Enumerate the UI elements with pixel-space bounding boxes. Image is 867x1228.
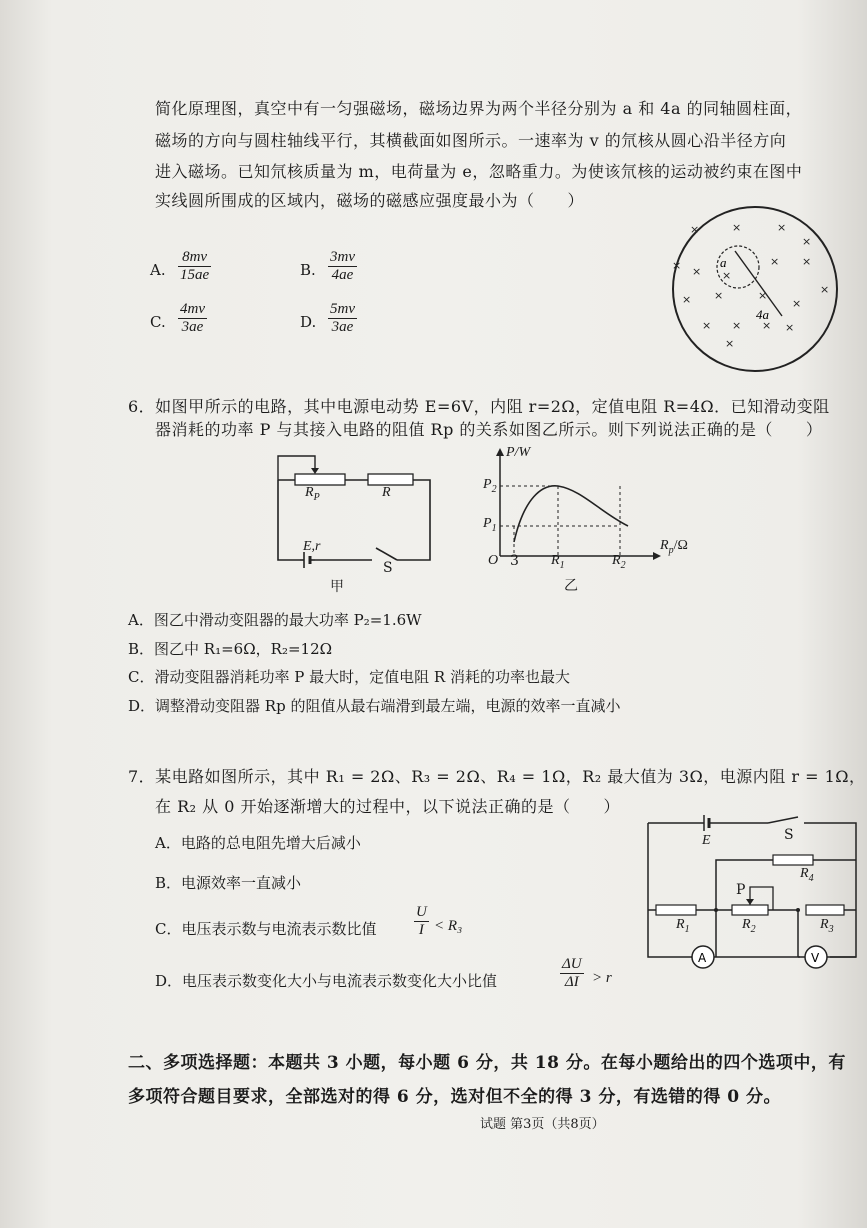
resistor-r xyxy=(368,474,413,485)
q6-line-2: 器消耗的功率 P 与其接入电路的阻值 Rp 的关系如图乙所示。则下列说法正确的是（ ） xyxy=(155,420,823,439)
q7-s-label: S xyxy=(784,827,794,843)
graph-r2-label: $R_2$ xyxy=(612,553,626,571)
circuit-switch-label: S xyxy=(383,560,393,576)
field-x-mark: × xyxy=(785,321,795,334)
q7-r3-label: $R_3$ xyxy=(820,917,834,935)
q5-option-d-fraction xyxy=(328,301,357,336)
outer-radius-label: 4a xyxy=(756,307,769,322)
section2-line-2: 多项符合题目要求，全部选对的得 6 分，选对但不全的得 3 分，有选错的得 0 分。 xyxy=(128,1087,781,1107)
field-x-mark: × xyxy=(732,221,742,234)
q7-e-label: E xyxy=(702,833,711,848)
q7-r2-label: $R_2$ xyxy=(742,917,756,935)
graph-r1-label: $R_1$ xyxy=(551,553,565,571)
q7-option-c-text: C．电压表示数与电流表示数比值 xyxy=(155,920,377,938)
q6-option-b: B．图乙中 R₁=6Ω，R₂=12Ω xyxy=(128,640,333,658)
q7-option-d-fraction xyxy=(560,956,584,991)
rheostat-r2 xyxy=(732,905,768,915)
numerator: 5mv xyxy=(330,301,355,317)
power-curve xyxy=(514,486,628,542)
q6-option-d: D．调整滑动变阻器 Rp 的阻值从最右端滑到最左端，电源的效率一直减小 xyxy=(128,697,621,715)
q5-option-c-letter: C. xyxy=(150,313,166,331)
q7-line-2: 在 R₂ 从 0 开始逐渐增大的过程中，以下说法正确的是（ ） xyxy=(155,797,620,816)
q7-option-c-fraction xyxy=(414,904,429,939)
q5-line-4: 实线圆所围成的区域内，磁场的磁感应强度最小为（ ） xyxy=(155,191,585,210)
field-x-mark: × xyxy=(792,297,802,310)
q7-option-d-tail: > r xyxy=(592,970,612,986)
q5-line-1: 简化原理图，真空中有一匀强磁场，磁场边界为两个半径分别为 a 和 4a 的同轴圆柱面， xyxy=(155,99,803,118)
denominator: 3ae xyxy=(181,319,204,335)
voltmeter-label: V xyxy=(811,951,820,965)
q5-option-a-letter: A. xyxy=(150,261,166,279)
resistor-r4 xyxy=(773,855,813,865)
section2-line-1: 二、多项选择题：本题共 3 小题，每小题 6 分，共 18 分。在每小题给出的四个选项中，有 xyxy=(128,1053,846,1073)
field-x-mark: × xyxy=(777,221,787,234)
denominator: ΔI xyxy=(564,974,579,990)
page-footer: 试题 第3页（共8页） xyxy=(480,1117,605,1132)
graph-p2-label: $P_2$ xyxy=(483,477,497,495)
q6-option-c: C．滑动变阻器消耗功率 P 最大时，定值电阻 R 消耗的功率也最大 xyxy=(128,668,570,686)
field-x-mark: × xyxy=(802,235,812,248)
field-x-mark: × xyxy=(672,259,682,272)
circuit-source-label: E,r xyxy=(303,539,321,554)
q7-p-label: P xyxy=(736,882,746,898)
q7-r1-label: $R_1$ xyxy=(676,917,690,935)
y-axis-arrow xyxy=(496,448,504,456)
denominator: 3ae xyxy=(331,319,354,335)
q7-option-d-text: D．电压表示数变化大小与电流表示数变化大小比值 xyxy=(155,972,498,990)
q7-circuit-figure xyxy=(648,815,858,970)
q6-option-a: A．图乙中滑动变阻器的最大功率 P₂=1.6W xyxy=(128,611,422,629)
field-x-mark: × xyxy=(722,269,732,282)
graph-caption: 乙 xyxy=(564,578,578,594)
denominator: 15ae xyxy=(180,267,210,283)
q7-r4-label: $R_4$ xyxy=(800,866,814,884)
numerator: ΔU xyxy=(562,956,582,972)
q5-option-b-fraction xyxy=(328,249,357,284)
graph-y-label: P/W xyxy=(506,445,531,460)
q6-power-graph xyxy=(490,450,660,570)
circuit-r-label: R xyxy=(382,485,391,500)
field-x-mark: × xyxy=(692,265,702,278)
field-x-mark: × xyxy=(770,255,780,268)
inner-radius-label: a xyxy=(720,255,727,270)
q5-option-b-letter: B. xyxy=(300,261,316,279)
rheostat-rp xyxy=(295,474,345,485)
denominator: 4ae xyxy=(331,267,354,283)
field-x-mark: × xyxy=(758,289,768,302)
numerator: 3mv xyxy=(330,249,355,265)
graph-p1-label: $P_1$ xyxy=(483,516,497,534)
q7-option-b: B．电源效率一直减小 xyxy=(155,874,302,892)
field-x-mark: × xyxy=(820,283,830,296)
q6-line-1: 6．如图甲所示的电路，其中电源电动势 E=6V，内阻 r=2Ω，定值电阻 R=4Ω．已知滑动变阻 xyxy=(128,397,830,416)
field-marks xyxy=(672,221,829,350)
switch-s xyxy=(768,817,798,823)
resistor-r3 xyxy=(806,905,844,915)
q7-option-a: A．电路的总电阻先增大后减小 xyxy=(155,834,361,852)
circuit-rp-label: $R_P$ xyxy=(305,485,320,503)
field-x-mark: × xyxy=(714,289,724,302)
q5-line-2: 磁场的方向与圆柱轴线平行，其横截面如图所示。一速率为 v 的氘核从圆心沿半径方向 xyxy=(155,131,787,150)
switch-s xyxy=(376,548,397,560)
graph-x-label: $R_p/\Omega$ xyxy=(660,538,688,556)
q5-line-3: 进入磁场。已知氘核质量为 m，电荷量为 e，忽略重力。为使该氘核的运动被约束在图中 xyxy=(155,162,803,181)
q7-option-c-tail: < R₃ xyxy=(434,918,463,934)
slider-arrow xyxy=(311,468,319,474)
q7-line-1: 7．某电路如图所示，其中 R₁ = 2Ω、R₃ = 2Ω、R₄ = 1Ω，R₂ 最大值为 3Ω，电源内阻 r = 1Ω， xyxy=(128,767,866,786)
q5-option-d-letter: D. xyxy=(300,313,317,331)
circuit-caption: 甲 xyxy=(330,579,344,595)
field-x-mark: × xyxy=(732,319,742,332)
numerator: 8mv xyxy=(178,249,211,267)
q5-field-figure xyxy=(650,205,860,375)
slider-arrow xyxy=(746,899,754,905)
numerator: U xyxy=(416,904,427,920)
q5-option-c-fraction xyxy=(178,301,207,336)
field-x-mark: × xyxy=(725,337,735,350)
field-x-mark: × xyxy=(762,319,772,332)
field-x-mark: × xyxy=(682,293,692,306)
denominator: I xyxy=(418,922,424,938)
numerator: 4mv xyxy=(180,301,205,317)
resistor-r1 xyxy=(656,905,696,915)
field-x-mark: × xyxy=(702,319,712,332)
field-x-mark: × xyxy=(690,223,700,236)
q5-option-a-fraction xyxy=(178,249,211,284)
ammeter-label: A xyxy=(698,951,707,965)
graph-origin-label: O xyxy=(488,553,499,568)
field-x-mark: × xyxy=(802,255,812,268)
q6-circuit-figure xyxy=(270,450,440,580)
graph-x3-label: 3 xyxy=(510,553,519,569)
